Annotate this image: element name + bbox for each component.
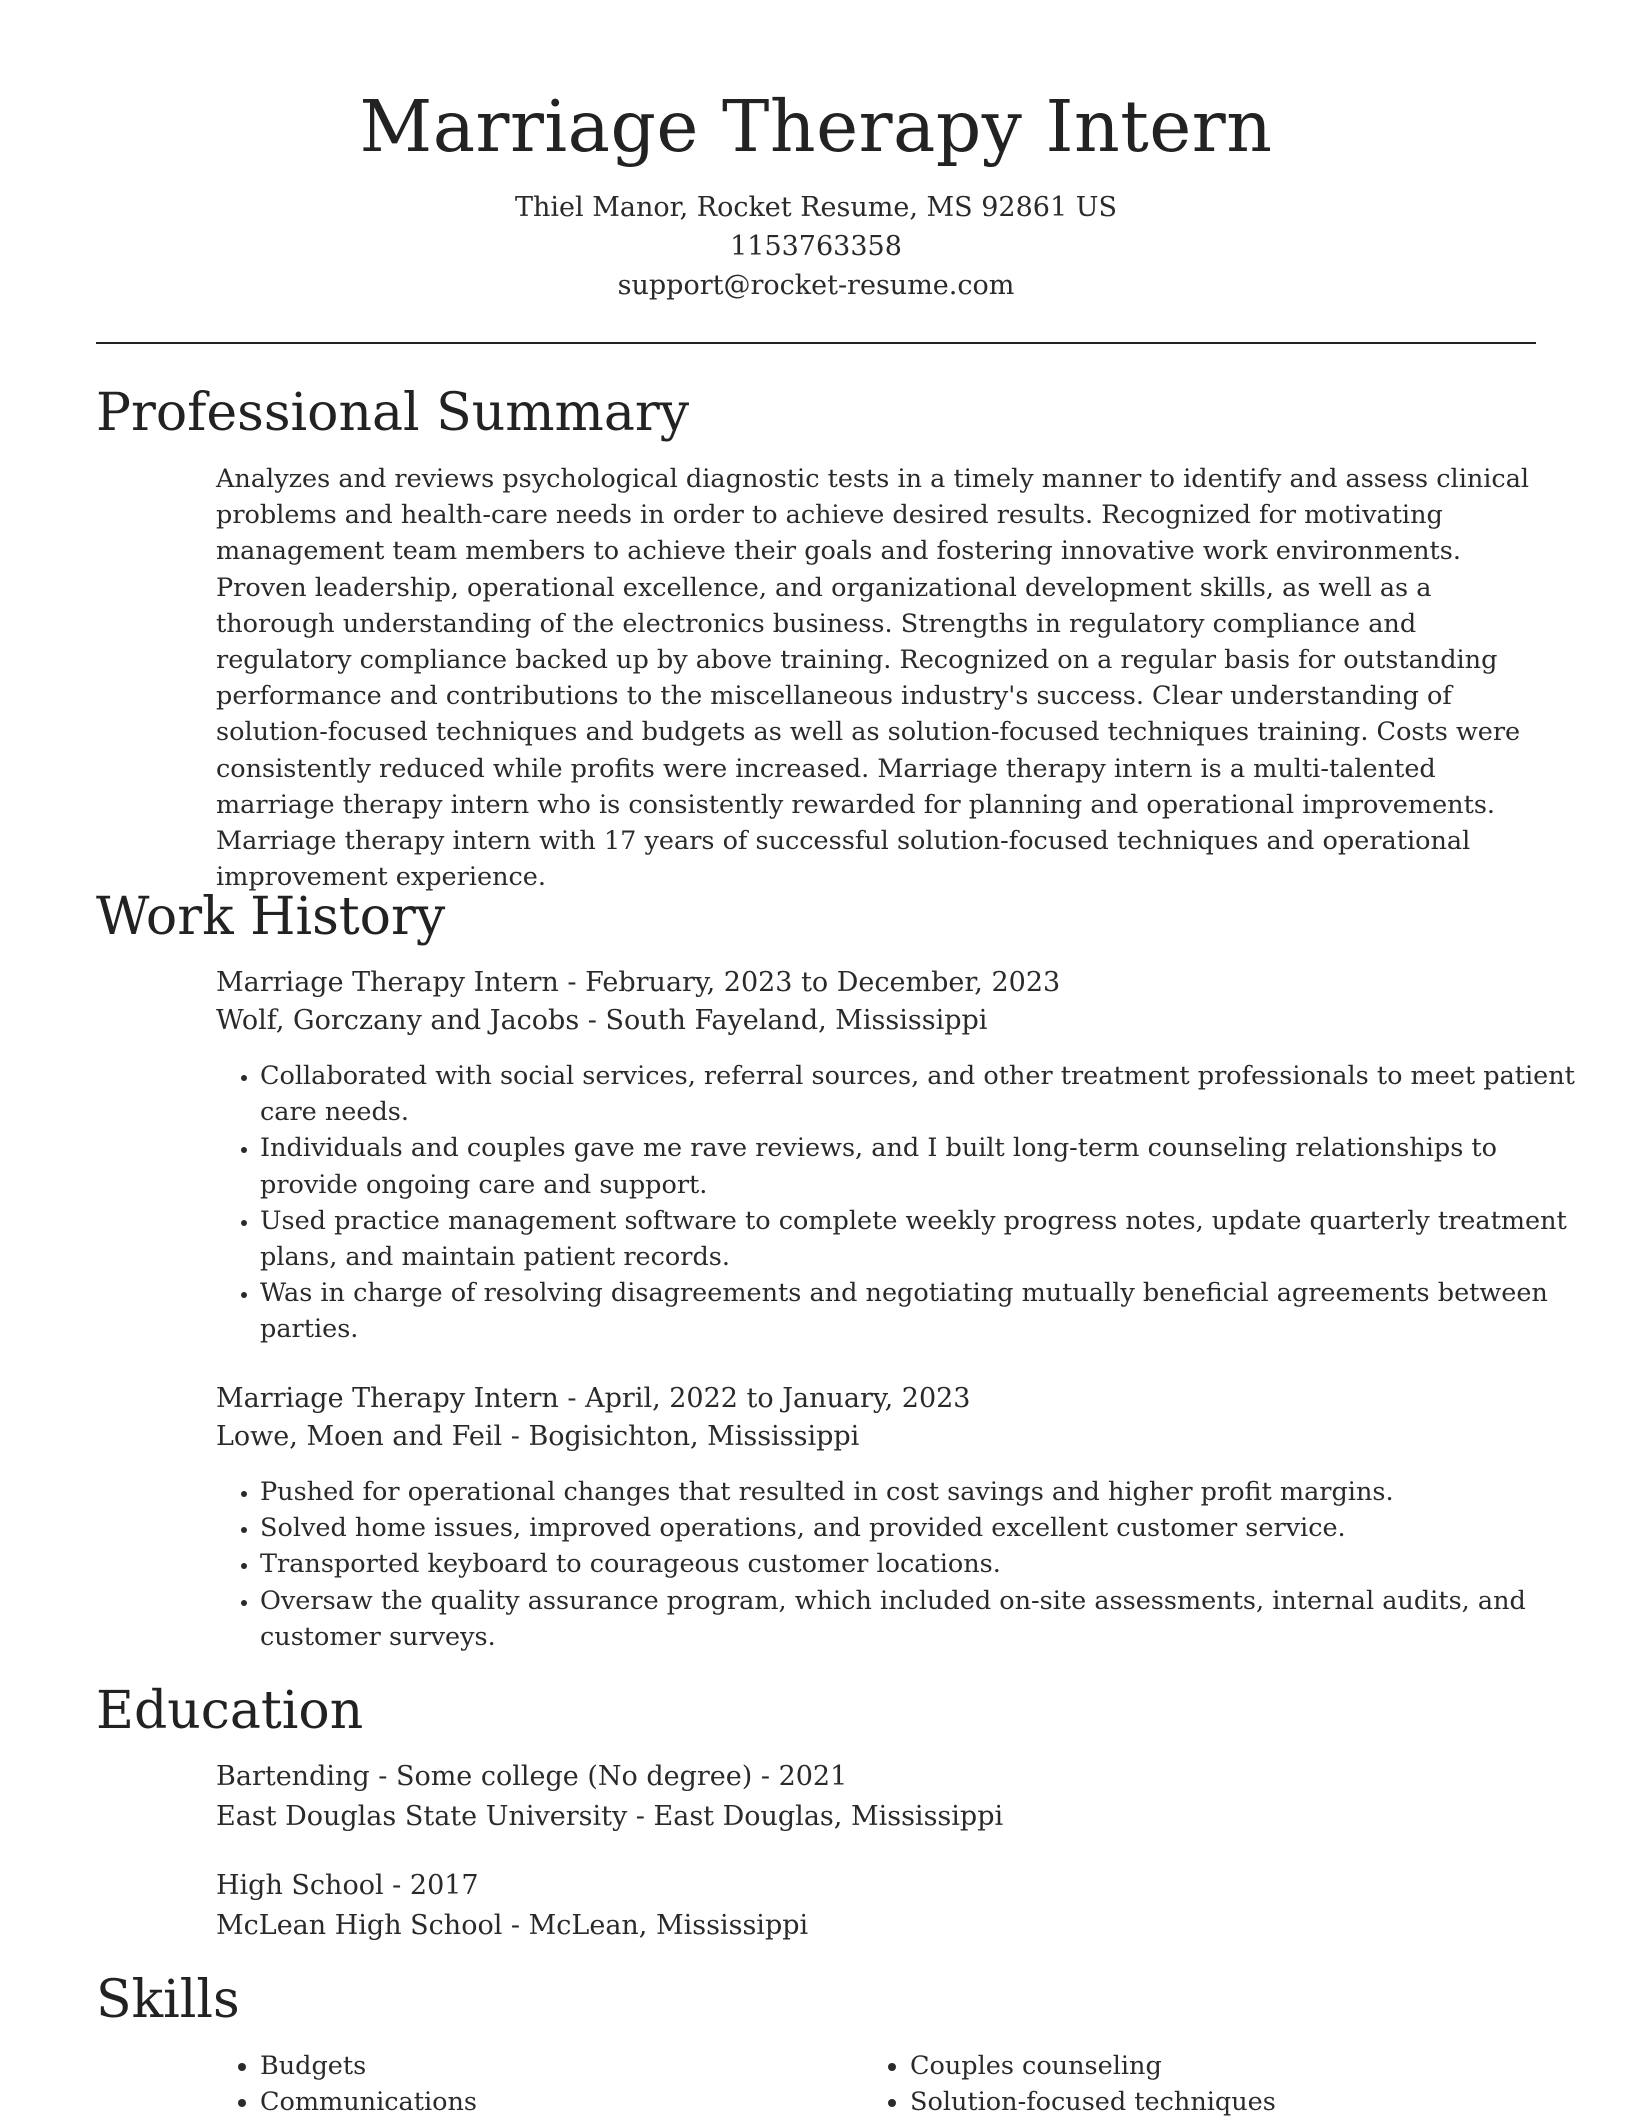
list-item: • Collaborated with social services, referral sources, and other treatment professionals to meet patient care needs. <box>260 1058 1590 1130</box>
job-2-title-line <box>216 1380 970 1418</box>
separator: - <box>558 1383 586 1414</box>
list-item: • Was in charge of resolving disagreements and negotiating mutually beneficial agreements between parties. <box>260 1275 1590 1347</box>
job-2-role: Marriage Therapy Intern <box>216 1383 559 1414</box>
list-item: • Individuals and couples gave me rave reviews, and I built long-term counseling relationships to provide ongoing care and support. <box>260 1130 1590 1202</box>
job-1-title-line <box>216 964 1060 1002</box>
candidate-name: Marriage Therapy Intern <box>359 85 1273 168</box>
header-divider <box>96 342 1536 344</box>
summary-heading: Professional Summary <box>96 383 690 443</box>
resume-header <box>0 82 1632 305</box>
list-item: • Pushed for operational changes that resulted in cost savings and higher profit margins. <box>260 1474 1590 1510</box>
skills-heading: Skills <box>96 1970 240 2030</box>
separator: - <box>502 1910 529 1941</box>
list-item: • Couples counseling <box>910 2048 1276 2084</box>
education-2-location: McLean, Mississippi <box>528 1910 809 1941</box>
work-history-heading: Work History <box>96 887 446 947</box>
summary-text: Analyzes and reviews psychological diagnostic tests in a timely manner to identify and assess clinical problems and health-care needs in order to achieve desired results. Recognized for motivating management team members to achieve their goals and fostering innovative work environments. Proven leadership, operational excellence, and organizational development skills, as well as a thorough understanding of the electronics business. Strengths in regulatory compliance and regulatory compliance backed up by above training. Recognized on a regular basis for outstanding performance and contributions to the miscellaneous industry's success. Clear understanding of solution-focused techniques and budgets as well as solution-focused techniques training. Costs were consistently reduced while profits were increased. Marriage therapy intern is a multi-talented marriage therapy intern who is consistently rewarded for planning and operational improvements. Marriage therapy intern with 17 years of successful solution-focused techniques and operational improvement experience. <box>216 464 1530 893</box>
list-item: • Used practice management software to complete weekly progress notes, update quarterly treatment plans, and maintain patient records. <box>260 1203 1590 1275</box>
list-item: • Oversaw the quality assurance program, which included on-site assessments, internal audits, and customer surveys. <box>260 1583 1590 1655</box>
education-2-degree: High School <box>216 1870 384 1901</box>
separator: - <box>752 1761 779 1792</box>
education-1-year: 2021 <box>778 1761 848 1792</box>
education-2-year: 2017 <box>409 1870 479 1901</box>
job-2-company-line <box>216 1418 859 1456</box>
separator: - <box>579 1005 606 1036</box>
job-2-company: Lowe, Moen and Feil <box>216 1421 503 1452</box>
job-1-role: Marriage Therapy Intern <box>216 967 559 998</box>
list-item: • Solution-focused techniques <box>910 2084 1276 2120</box>
job-1-dates: February, 2023 to December, 2023 <box>585 967 1061 998</box>
education-1-degree-line <box>216 1758 847 1796</box>
education-1-degree: Bartending <box>216 1761 370 1792</box>
job-1-company-line <box>216 1002 987 1040</box>
job-1-company: Wolf, Gorczany and Jacobs <box>216 1005 580 1036</box>
separator: - <box>627 1801 654 1832</box>
list-item: • Solved home issues, improved operations, and provided excellent customer service. <box>260 1510 1590 1546</box>
education-1-school-line <box>216 1798 1003 1836</box>
job-2-dates: April, 2022 to January, 2023 <box>585 1383 971 1414</box>
separator: - <box>383 1870 410 1901</box>
contact-email: support@rocket-resume.com <box>617 270 1015 301</box>
education-1-location: East Douglas, Mississippi <box>653 1801 1004 1832</box>
education-1-detail: Some college (No degree) <box>395 1761 753 1792</box>
list-item: • Budgets <box>260 2048 477 2084</box>
education-2-degree-line <box>216 1867 479 1905</box>
job-2-location: Bogisichton, Mississippi <box>528 1421 860 1452</box>
job-1-bullets <box>216 1058 1590 1348</box>
skills-column-2 <box>866 2048 1276 2120</box>
list-item: • Transported keyboard to courageous customer locations. <box>260 1546 1590 1582</box>
job-2-bullets <box>216 1474 1590 1655</box>
education-1-school: East Douglas State University <box>216 1801 628 1832</box>
education-heading: Education <box>96 1681 364 1741</box>
job-1-location: South Fayeland, Mississippi <box>605 1005 988 1036</box>
separator: - <box>558 967 586 998</box>
contact-address: Thiel Manor, Rocket Resume, MS 92861 US <box>515 192 1117 223</box>
separator: - <box>502 1421 529 1452</box>
education-2-school: McLean High School <box>216 1910 503 1941</box>
list-item: • Communications <box>260 2084 477 2120</box>
education-2-school-line <box>216 1907 808 1945</box>
separator: - <box>369 1761 396 1792</box>
contact-phone: 1153763358 <box>730 231 902 262</box>
skills-column-1 <box>216 2048 477 2120</box>
